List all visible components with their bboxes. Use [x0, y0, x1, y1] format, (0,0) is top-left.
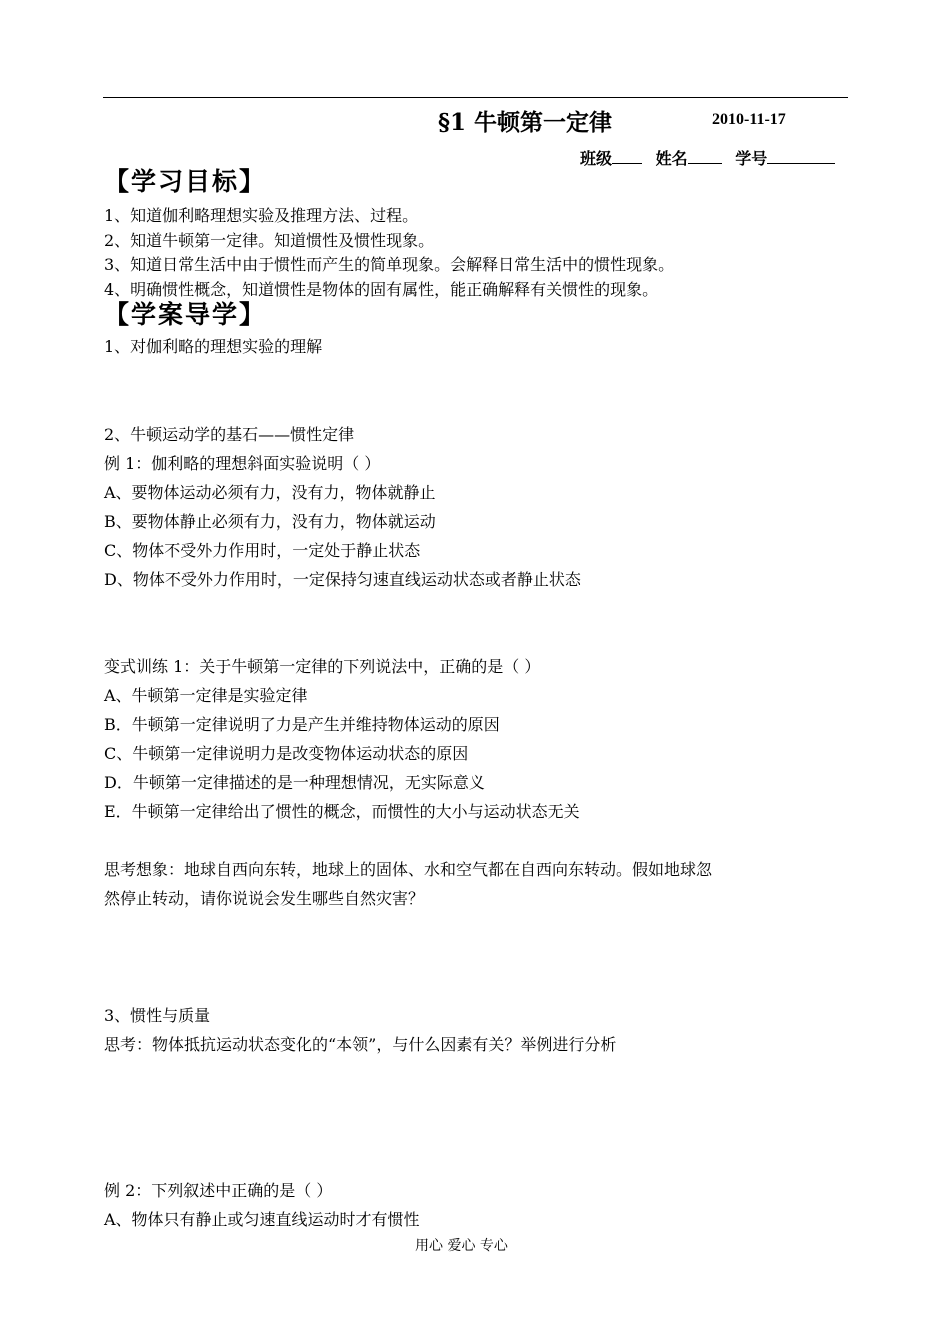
example-1-option: D、物体不受外力作用时，一定保持匀速直线运动状态或者静止状态: [104, 570, 581, 589]
goal-item: 4、明确惯性概念，知道惯性是物体的固有属性，能正确解释有关惯性的现象。: [104, 280, 659, 299]
class-blank[interactable]: [612, 148, 642, 164]
number-blank[interactable]: [767, 148, 835, 164]
student-info-line: [580, 146, 835, 169]
number-label: 学号: [735, 149, 768, 168]
example-1-option: C、物体不受外力作用时，一定处于静止状态: [104, 541, 421, 560]
goal-item: 2、知道牛顿第一定律。知道惯性及惯性现象。: [104, 231, 435, 250]
name-label: 姓名: [655, 149, 688, 168]
date: 2010-11-17: [712, 111, 786, 128]
goals-heading: 【学习目标】: [104, 167, 267, 196]
example-1-option: A、要物体运动必须有力，没有力，物体就静止: [104, 483, 436, 502]
example-2-option: A、物体只有静止或匀速直线运动时才有惯性: [104, 1210, 420, 1229]
variant-1-option: D．牛顿第一定律描述的是一种理想情况，无实际意义: [104, 773, 485, 792]
page-title: §1 牛顿第一定律: [438, 109, 613, 136]
variant-1-option: A、牛顿第一定律是实验定律: [104, 686, 308, 705]
class-label: 班级: [580, 149, 613, 168]
guide-heading: 【学案导学】: [104, 300, 267, 329]
name-blank[interactable]: [688, 148, 722, 164]
think-question-line: 然停止转动，请你说说会发生哪些自然灾害？: [104, 889, 425, 908]
header-rule: [103, 97, 848, 98]
example-1-option: B、要物体静止必须有力，没有力，物体就运动: [104, 512, 436, 531]
variant-1-option: B．牛顿第一定律说明了力是产生并维持物体运动的原因: [104, 715, 500, 734]
variant-1-option: C、牛顿第一定律说明力是改变物体运动状态的原因: [104, 744, 469, 763]
footer-motto: 用心 爱心 专心: [415, 1238, 508, 1254]
goal-item: 3、知道日常生活中由于惯性而产生的简单现象。会解释日常生活中的惯性现象。: [104, 255, 675, 274]
example-1-question: 例 1：伽利略的理想斜面实验说明（ ）: [104, 454, 381, 473]
goal-item: 1、知道伽利略理想实验及推理方法、过程。: [104, 206, 419, 225]
example-2-question: 例 2：下列叙述中正确的是（ ）: [104, 1181, 333, 1200]
question-1: 1、对伽利略的理想实验的理解: [104, 337, 323, 356]
variant-1-option: E．牛顿第一定律给出了惯性的概念，而惯性的大小与运动状态无关: [104, 802, 580, 821]
question-3: 3、惯性与质量: [104, 1006, 211, 1025]
think-question-line: 思考想象：地球自西向东转，地球上的固体、水和空气都在自西向东转动。假如地球忽: [104, 860, 713, 879]
question-2: 2、牛顿运动学的基石——惯性定律: [104, 425, 355, 444]
think-question-2: 思考：物体抵抗运动状态变化的“本领”，与什么因素有关？举例进行分析: [104, 1035, 617, 1054]
variant-1-question: 变式训练 1：关于牛顿第一定律的下列说法中，正确的是（ ）: [104, 657, 541, 676]
